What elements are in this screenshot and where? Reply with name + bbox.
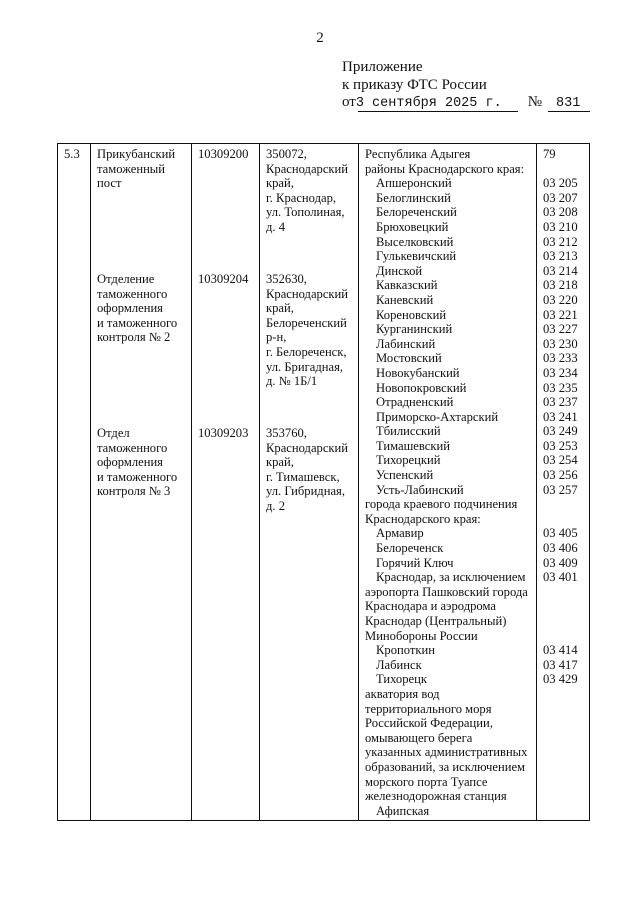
region-line: Тихорецкий [376, 453, 441, 468]
post-code: 10309203 [198, 426, 249, 440]
region-line: Краснодарского края: [365, 511, 481, 526]
region-line: Лабинский [376, 336, 436, 351]
region-line: города краевого подчинения [365, 497, 518, 512]
date-underline [358, 111, 518, 112]
region-code [543, 599, 585, 614]
region-code [543, 512, 585, 527]
number-underline [548, 111, 590, 112]
region-code: 03 257 [543, 482, 578, 497]
region-code: 03 249 [543, 424, 578, 439]
post-address-line: ул. Гибридная, [266, 484, 345, 499]
post-address-line: г. Белореченск, [266, 344, 347, 359]
region-code [543, 687, 585, 702]
region-code [543, 629, 585, 644]
post-address-line: край, [266, 301, 294, 316]
post-name-line: таможенного [97, 440, 168, 455]
post-address-line: ул. Тополиная, [266, 205, 345, 220]
region-line: железнодорожная станция [365, 789, 507, 804]
region-code [543, 585, 585, 600]
region-line: Краснодар (Центральный) [365, 614, 507, 628]
region-code: 03 241 [543, 409, 578, 424]
region-code: 03 230 [543, 336, 578, 351]
region-code: 03 218 [543, 278, 578, 293]
post-codes-cell [192, 144, 260, 821]
post-address-line: р-н, [266, 330, 287, 345]
post-name-line: таможенный [97, 161, 166, 176]
post-address-block [266, 147, 354, 249]
region-line: аэропорта Пашковский города [365, 584, 528, 599]
region-code [543, 804, 585, 819]
post-address-line: Краснодарский [266, 440, 349, 455]
region-line: Кропоткин [376, 643, 435, 658]
region-line: указанных административных [365, 745, 528, 760]
post-address-line: ул. Бригадная, [266, 359, 344, 374]
post-address-line: 350072, [266, 147, 307, 161]
region-code: 03 254 [543, 453, 578, 468]
post-address-line: д. 4 [266, 219, 286, 234]
region-line: Белореченский [376, 205, 457, 220]
region-line: Республика Адыгея [365, 147, 471, 161]
region-line: Апшеронский [376, 176, 452, 191]
post-name-line: контроля № 3 [97, 484, 171, 499]
region-line: Успенский [376, 468, 434, 483]
region-code: 03 253 [543, 438, 578, 453]
region-line: Белореченск [376, 541, 444, 556]
region-code: 03 227 [543, 322, 578, 337]
post-code: 10309204 [198, 272, 249, 286]
region-code [543, 716, 585, 731]
post-address-line: д. № 1Б/1 [266, 374, 318, 389]
region-line: Белоглинский [376, 190, 451, 205]
regions-cell [359, 144, 537, 821]
post-code-block [198, 426, 255, 557]
region-code: 03 235 [543, 380, 578, 395]
region-code [543, 162, 585, 177]
appendix-title: Приложение [342, 59, 423, 75]
region-code: 03 429 [543, 672, 578, 687]
region-line: Тихорецк [376, 672, 427, 687]
region-code: 03 401 [543, 570, 578, 585]
post-name-line: Отделение [97, 272, 155, 286]
post-names-cell [91, 144, 192, 821]
region-code: 03 256 [543, 468, 578, 483]
post-name-line: оформления [97, 455, 163, 470]
post-address-line: г. Краснодар, [266, 190, 337, 205]
post-code-block [198, 147, 255, 249]
order-number: 831 [556, 96, 581, 111]
region-code: 03 405 [543, 526, 578, 541]
region-line: Каневский [376, 292, 434, 307]
region-line: Отрадненский [376, 395, 454, 410]
region-code [543, 760, 585, 775]
region-line: Краснодар, за исключением [376, 570, 526, 585]
post-name-line: Прикубанский [97, 147, 176, 161]
region-line: Афипская [376, 803, 430, 818]
region-code: 03 221 [543, 307, 578, 322]
region-code: 03 213 [543, 249, 578, 264]
region-code: 03 234 [543, 365, 578, 380]
region-line: Горячий Ключ [376, 555, 454, 570]
region-line: образований, за исключением [365, 759, 526, 774]
post-name-line: и таможенного [97, 469, 178, 484]
region-code: 03 406 [543, 541, 578, 556]
region-line: Усть-Лабинский [376, 482, 464, 497]
region-line: акватория вод [365, 686, 440, 701]
post-address-line: край, [266, 176, 294, 191]
order-line [342, 94, 580, 112]
region-line: Армавир [376, 526, 424, 541]
customs-table [57, 143, 590, 821]
row-number: 5.3 [64, 147, 80, 161]
region-line: территориального моря [365, 701, 492, 716]
region-line: Тбилисский [376, 424, 441, 439]
region-code: 03 409 [543, 555, 578, 570]
post-name-line: оформления [97, 301, 163, 316]
order-date: 3 сентября 2025 г. [355, 96, 502, 111]
region-line: Брюховецкий [376, 219, 449, 234]
post-name-line: контроля № 2 [97, 330, 171, 345]
region-code: 79 [543, 147, 556, 161]
region-line: морского порта Туапсе [365, 774, 488, 789]
region-code: 03 417 [543, 657, 578, 672]
region-codes-cell [537, 144, 590, 821]
region-line: Выселковский [376, 234, 454, 249]
post-name-line: пост [97, 176, 122, 191]
region-code: 03 220 [543, 292, 578, 307]
post-address-line: 352630, [266, 272, 307, 286]
region-line: Мостовский [376, 351, 442, 366]
region-code [543, 789, 585, 804]
region-line: Краснодара и аэродрома [365, 599, 496, 614]
region-line: Динской [376, 263, 423, 278]
post-name-line: Отдел [97, 426, 130, 440]
post-address-line: Белореченский [266, 315, 347, 330]
post-name-block [97, 147, 187, 249]
row-number-cell [58, 144, 91, 821]
region-code [543, 745, 585, 760]
post-name-line: и таможенного [97, 315, 178, 330]
region-code: 03 237 [543, 395, 578, 410]
post-address-block [266, 426, 354, 557]
region-code [543, 731, 585, 746]
region-code: 03 207 [543, 190, 578, 205]
table-row [58, 144, 590, 821]
post-name-block [97, 272, 187, 403]
post-address-line: д. 2 [266, 498, 286, 513]
region-code: 03 214 [543, 263, 578, 278]
region-code: 03 414 [543, 643, 578, 658]
post-code: 10309200 [198, 147, 249, 161]
region-line: Кореновский [376, 307, 447, 322]
post-address-line: край, [266, 455, 294, 470]
region-line: Тимашевский [376, 438, 450, 453]
post-address-block [266, 272, 354, 403]
region-code [543, 775, 585, 790]
appendix-order-ref: к приказу ФТС России [342, 77, 487, 93]
post-address-line: Краснодарский [266, 286, 349, 301]
region-code: 03 208 [543, 205, 578, 220]
region-code [543, 702, 585, 717]
region-line: Гулькевичский [376, 249, 457, 264]
region-line: Курганинский [376, 322, 453, 337]
region-code: 03 210 [543, 219, 578, 234]
region-code: 03 233 [543, 351, 578, 366]
region-line: Лабинск [376, 657, 422, 672]
region-code [543, 497, 585, 512]
post-code-block [198, 272, 255, 403]
order-prefix: от [342, 94, 356, 110]
order-no-prefix: № [527, 94, 542, 110]
region-line: Кавказский [376, 278, 438, 293]
region-code: 03 212 [543, 234, 578, 249]
post-name-block [97, 426, 187, 557]
region-line: Приморско-Ахтарский [376, 409, 499, 424]
region-line: омывающего берега [365, 730, 473, 745]
region-line: Новопокровский [376, 380, 467, 395]
post-address-line: 353760, [266, 426, 307, 440]
post-name-line: таможенного [97, 286, 168, 301]
post-address-line: г. Тимашевск, [266, 469, 340, 484]
region-line: Российской Федерации, [365, 716, 493, 731]
region-code [543, 614, 585, 629]
region-code: 03 205 [543, 176, 578, 191]
region-line: Новокубанский [376, 365, 460, 380]
page-number: 2 [316, 30, 324, 46]
post-address-line: Краснодарский [266, 161, 349, 176]
region-line: Минобороны России [365, 628, 478, 643]
post-addresses-cell [260, 144, 359, 821]
region-line: районы Краснодарского края: [365, 161, 525, 176]
